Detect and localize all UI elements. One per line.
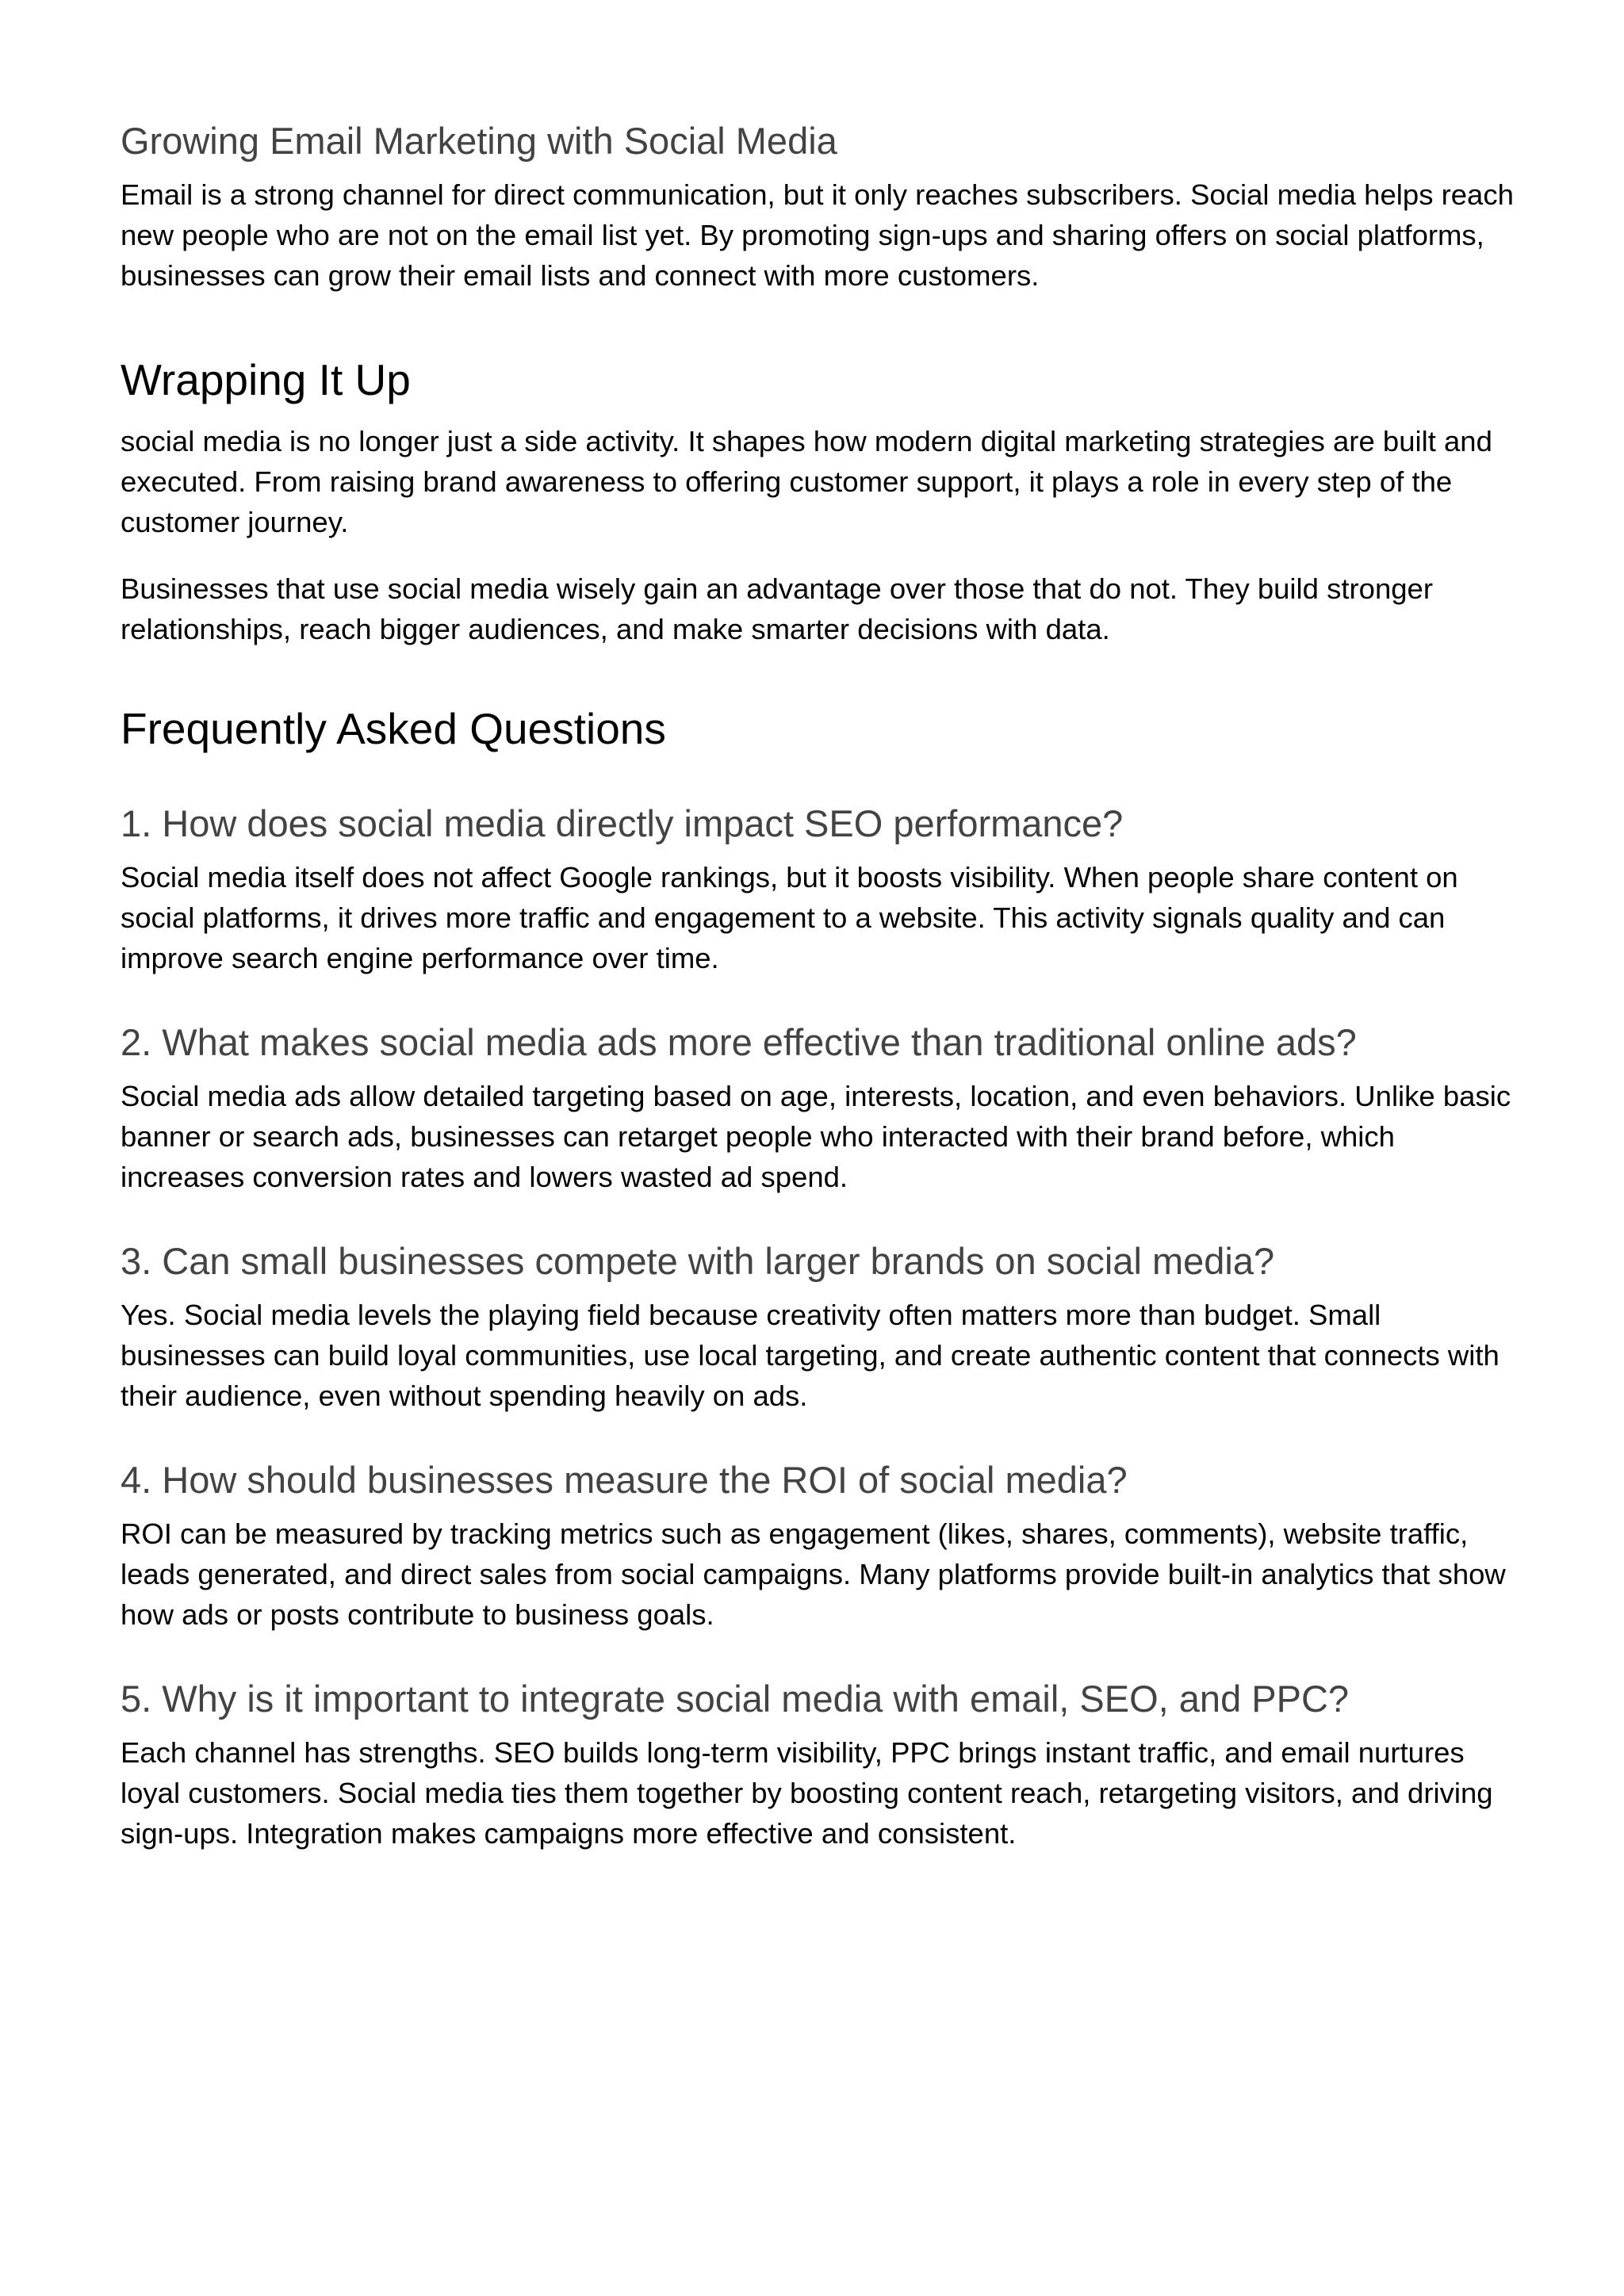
wrapping-up-paragraph-1: social media is no longer just a side activity. It shapes how modern digital marketing strategies are built and executed. From raising brand awareness to offering customer support, it plays a role in every step of the customer journey. xyxy=(121,425,1492,538)
faq-question: 5. Why is it important to integrate social media with email, SEO, and PPC? xyxy=(121,1678,1350,1720)
faq-item xyxy=(121,1455,1516,1635)
faq-answer: Social media ads allow detailed targeting based on age, interests, location, and even behaviors. Unlike basic banner or search ads, businesses can retarget people who interacted with their brand before, which increases conversion rates and lowers wasted ad spend. xyxy=(121,1080,1511,1193)
faq-answer: Each channel has strengths. SEO builds long-term visibility, PPC brings instant traffic, and email nurtures loyal customers. Social media ties them together by boosting content reach, retargeting visitors, and driving sign-ups. Integration makes campaigns more effective and consistent. xyxy=(121,1736,1493,1850)
faq-question: 3. Can small businesses compete with larger brands on social media? xyxy=(121,1240,1275,1282)
document-page xyxy=(121,116,1516,1854)
email-section-heading: Growing Email Marketing with Social Media xyxy=(121,120,837,162)
wrapping-up-heading: Wrapping It Up xyxy=(121,355,411,404)
wrapping-up-paragraph-2: Businesses that use social media wisely gain an advantage over those that do not. They build stronger relationships, reach bigger audiences, and make smarter decisions with data. xyxy=(121,572,1433,645)
faq-list xyxy=(121,798,1516,1854)
faq-question: 2. What makes social media ads more effective than traditional online ads? xyxy=(121,1021,1357,1063)
faq-heading: Frequently Asked Questions xyxy=(121,704,666,753)
faq-answer: Social media itself does not affect Google rankings, but it boosts visibility. When people share content on social platforms, it drives more traffic and engagement to a website. This activity signals quality and can improve search engine performance over time. xyxy=(121,861,1458,974)
faq-item xyxy=(121,1236,1516,1416)
faq-item xyxy=(121,1017,1516,1197)
email-section-paragraph: Email is a strong channel for direct communication, but it only reaches subscribers. Social media helps reach new people who are not on the email list yet. By promoting sign-ups and sharing offers on social platforms, businesses can grow their email lists and connect with more customers. xyxy=(121,178,1514,292)
faq-question: 1. How does social media directly impact SEO performance? xyxy=(121,802,1124,844)
faq-answer: Yes. Social media levels the playing field because creativity often matters more than budget. Small businesses can build loyal communities, use local targeting, and create authentic content that connects with their audience, even without spending heavily on ads. xyxy=(121,1299,1500,1412)
faq-question: 4. How should businesses measure the ROI of social media? xyxy=(121,1459,1128,1501)
faq-answer: ROI can be measured by tracking metrics such as engagement (likes, shares, comments), website traffic, leads generated, and direct sales from social campaigns. Many platforms provide built-in analytics that show how ads or posts contribute to business goals. xyxy=(121,1517,1506,1631)
faq-item xyxy=(121,798,1516,978)
faq-item xyxy=(121,1674,1516,1854)
